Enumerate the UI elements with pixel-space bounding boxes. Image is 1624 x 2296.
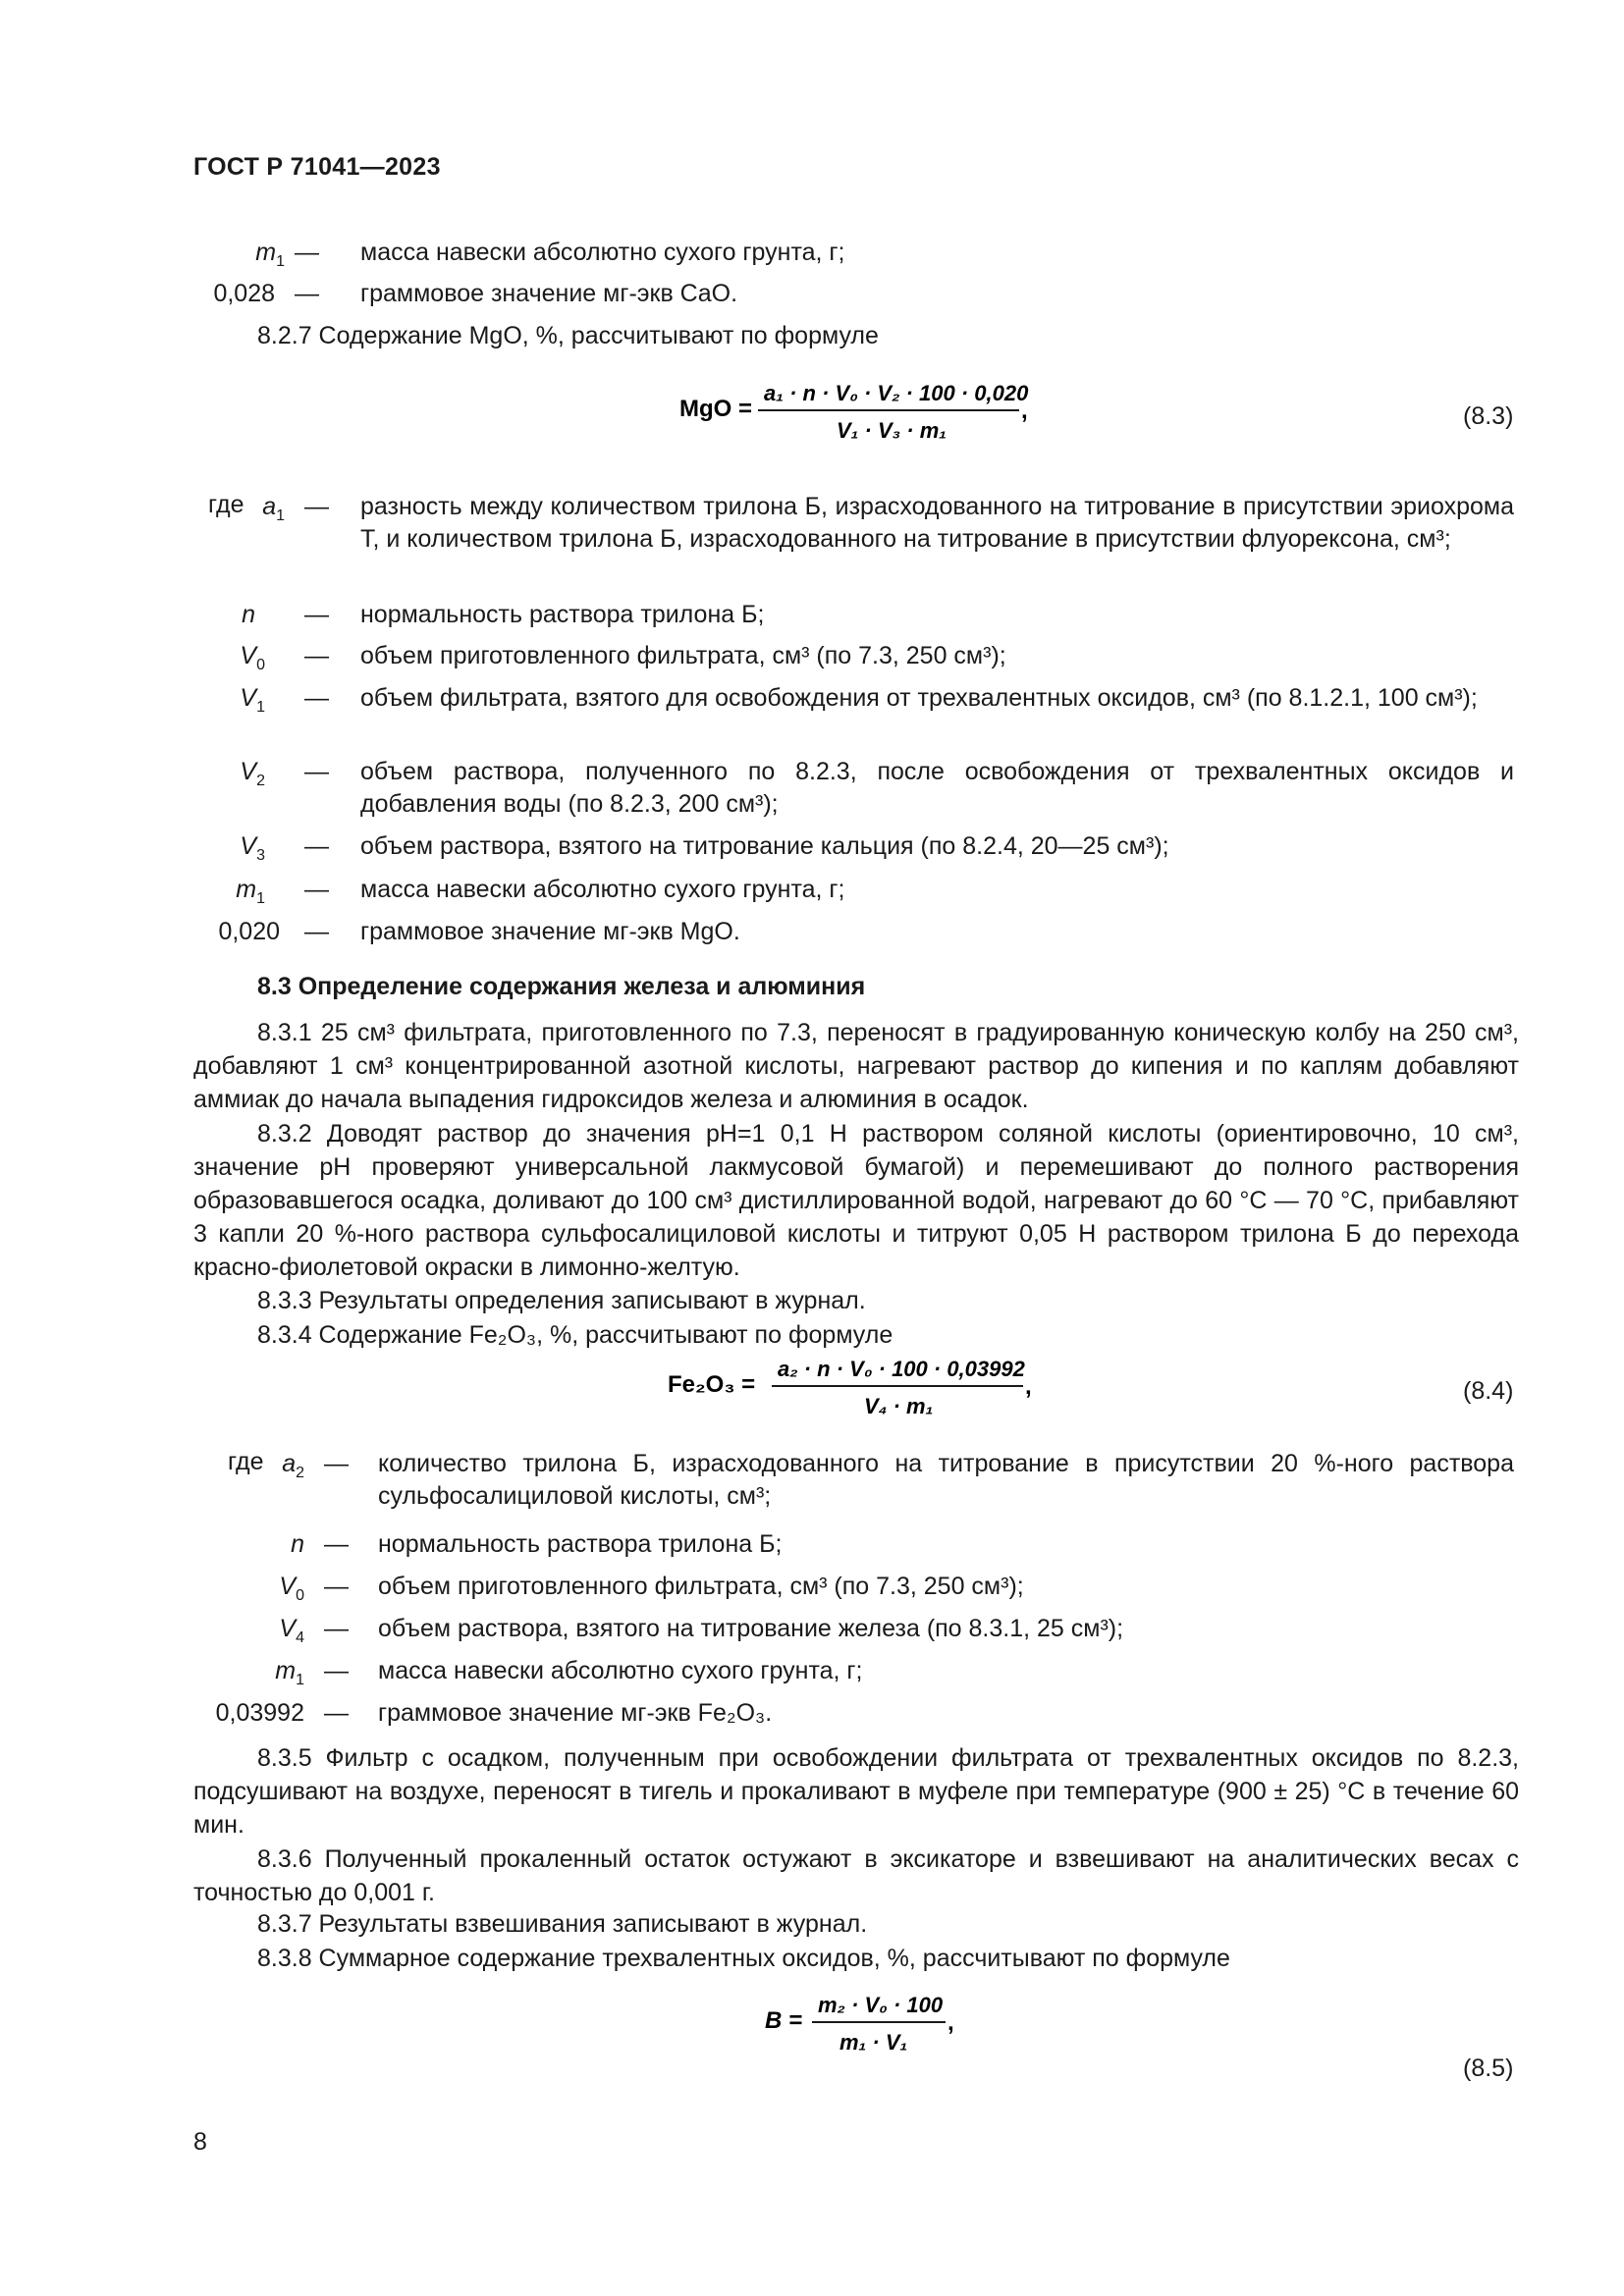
paragraph-8-3-8: 8.3.8 Суммарное содержание трехвалентных оксидов, %, рассчитывают по формуле bbox=[257, 1945, 1230, 1972]
definition-row bbox=[0, 1697, 1624, 1731]
formula-denominator: m₁ · V₁ bbox=[839, 2030, 908, 2055]
definition-text: объем фильтрата, взятого для освобождения от трехвалентных оксидов, см³ (по 8.1.2.1, 100 см³); bbox=[360, 684, 1478, 712]
definition-row bbox=[0, 1448, 1624, 1515]
definition-text: разность между количеством трилона Б, израсходованного на титрование в присутствии эриохрома Т, и количеством трилона Б, израсходованного на титрование в присутствии флуорексона, см³; bbox=[360, 493, 1514, 553]
definition-row bbox=[0, 756, 1624, 823]
where-word: где bbox=[208, 491, 244, 518]
definition-row bbox=[0, 1571, 1624, 1604]
definition-symbol: $m_1$ bbox=[236, 876, 265, 907]
definition-text: граммовое значение мг-экв Fe₂O₃. bbox=[378, 1699, 773, 1727]
definition-row bbox=[0, 916, 1624, 949]
definition-dash: — bbox=[304, 601, 329, 628]
formula-8-4 bbox=[668, 1351, 1060, 1429]
formula-8-3 bbox=[677, 375, 1070, 454]
definition-row bbox=[0, 830, 1624, 864]
formula-number: (8.5) bbox=[1463, 2055, 1514, 2082]
definition-symbol: 0,028 bbox=[213, 280, 275, 307]
formula-8-5-svg bbox=[761, 1983, 987, 2061]
definition-dash: — bbox=[295, 280, 319, 307]
formula-8-4-svg bbox=[668, 1351, 1060, 1429]
definition-symbol: $V_2$ bbox=[240, 758, 265, 789]
definition-text: масса навески абсолютно сухого грунта, г; bbox=[360, 239, 845, 266]
definition-text: граммовое значение мг-экв CaO. bbox=[360, 280, 738, 307]
formula-8-5 bbox=[761, 1983, 987, 2061]
definition-symbol: 0,020 bbox=[218, 918, 280, 945]
formula-tail: , bbox=[947, 2009, 954, 2036]
definition-text: нормальность раствора трилона Б; bbox=[360, 601, 765, 628]
definition-text: количество трилона Б, израсходованного на титрование в присутствии 20 %-ного раствора сульфосалициловой кислоты, см³; bbox=[378, 1450, 1514, 1510]
formula-denominator: V₁ · V₃ · m₁ bbox=[837, 418, 947, 443]
definition-dash: — bbox=[304, 832, 329, 860]
formula-tail: , bbox=[1021, 398, 1028, 424]
formula-denominator: V₄ · m₁ bbox=[864, 1394, 934, 1418]
definition-dash: — bbox=[324, 1573, 349, 1600]
formula-lhs: MgO = bbox=[679, 396, 753, 422]
definition-symbol: $m_1$ bbox=[275, 1657, 304, 1688]
definition-text: масса навески абсолютно сухого грунта, г; bbox=[378, 1657, 863, 1684]
paragraph-8-3-2 bbox=[193, 1117, 1519, 1284]
definition-text: объем раствора, взятого на титрование кальция (по 8.2.4, 20—25 см³); bbox=[360, 832, 1169, 860]
definition-row bbox=[0, 237, 1624, 270]
definition-dash: — bbox=[304, 918, 329, 945]
definition-symbol: $a_2$ bbox=[282, 1450, 304, 1481]
formula-number: (8.3) bbox=[1463, 402, 1514, 430]
paragraph-8-3-4: 8.3.4 Содержание Fe₂O₃, %, рассчитывают по формуле bbox=[257, 1321, 893, 1349]
definition-dash: — bbox=[304, 876, 329, 903]
definition-symbol: $V_0$ bbox=[240, 642, 265, 673]
definition-symbol: $V_4$ bbox=[279, 1615, 304, 1646]
paragraph-8-3-7: 8.3.7 Результаты взвешивания записывают в журнал. bbox=[257, 1910, 868, 1938]
formula-lhs: B = bbox=[765, 2007, 803, 2034]
definition-dash: — bbox=[304, 758, 329, 785]
definition-row bbox=[0, 599, 1624, 632]
definition-dash: — bbox=[304, 493, 329, 520]
definition-dash: — bbox=[304, 642, 329, 669]
paragraph-8-3-5 bbox=[193, 1741, 1519, 1842]
paragraph-8-3-3: 8.3.3 Результаты определения записывают в журнал. bbox=[257, 1287, 866, 1314]
definition-text: объем приготовленного фильтрата, см³ (по 7.3, 250 см³); bbox=[378, 1573, 1024, 1600]
definition-symbol: $V_1$ bbox=[240, 684, 265, 716]
page-number: 8 bbox=[193, 2128, 207, 2156]
paragraph-text: 8.3.2 Доводят раствор до значения рН=1 0,1 Н раствором соляной кислоты (ориентировочно, 10 см³, значение рН проверяют универсальной лакмусовой бумагой) и перемешивают до полного растворения образовавшегося осадка, доливают до 100 см³ дистиллированной водой, нагревают до 60 °C — 70 °C, прибавляют 3 капли 20 %-ного раствора сульфосалициловой кислоты и титруют 0,05 Н раствором трилона Б до перехода красно-фиолетовой окраски в лимонно-желтую. bbox=[193, 1120, 1519, 1281]
formula-8-3-svg bbox=[677, 375, 1070, 454]
formula-numerator: a₁ · n · V₀ · V₂ · 100 · 0,020 bbox=[764, 381, 1029, 405]
definition-symbol: 0,03992 bbox=[215, 1699, 304, 1727]
definition-row bbox=[0, 640, 1624, 673]
definition-dash: — bbox=[324, 1615, 349, 1642]
definition-text: масса навески абсолютно сухого грунта, г; bbox=[360, 876, 845, 903]
definition-row bbox=[0, 1613, 1624, 1646]
definition-row bbox=[0, 874, 1624, 907]
definition-symbol: $m_1$ bbox=[255, 239, 285, 270]
definition-dash: — bbox=[324, 1657, 349, 1684]
where-word: где bbox=[228, 1448, 264, 1475]
definition-dash: — bbox=[324, 1530, 349, 1558]
paragraph-8-3-6 bbox=[193, 1842, 1519, 1909]
definition-row bbox=[0, 1655, 1624, 1688]
paragraph-text: 8.3.6 Полученный прокаленный остаток остужают в эксикаторе и взвешивают на аналитических весах с точностью до 0,001 г. bbox=[193, 1845, 1519, 1906]
definition-symbol: n bbox=[242, 601, 255, 628]
definition-text: граммовое значение мг-экв MgO. bbox=[360, 918, 740, 945]
paragraph-text: 8.3.5 Фильтр с осадком, полученным при освобождении фильтрата от трехвалентных оксидов по 8.2.3, подсушивают на воздухе, переносят в тигель и прокаливают в муфеле при температуре (900 ± 25) °C в течение 60 мин. bbox=[193, 1744, 1519, 1839]
formula-number: (8.4) bbox=[1463, 1377, 1514, 1405]
definition-dash: — bbox=[324, 1450, 349, 1477]
definition-symbol: $a_1$ bbox=[262, 493, 285, 524]
definition-symbol: $V_0$ bbox=[279, 1573, 304, 1604]
paragraph-8-2-7: 8.2.7 Содержание MgO, %, рассчитывают по формуле bbox=[257, 322, 879, 349]
formula-lhs: Fe₂O₃ = bbox=[668, 1371, 756, 1398]
definition-dash: — bbox=[304, 684, 329, 712]
definition-text: объем раствора, полученного по 8.2.3, после освобождения от трехвалентных оксидов и добавления воды (по 8.2.3, 200 см³); bbox=[360, 758, 1514, 818]
definition-dash: — bbox=[295, 239, 319, 266]
section-heading: 8.3 Определение содержания железа и алюминия bbox=[257, 973, 866, 1000]
definition-symbol: n bbox=[291, 1530, 304, 1558]
definition-text: объем приготовленного фильтрата, см³ (по 7.3, 250 см³); bbox=[360, 642, 1006, 669]
document-header: ГОСТ Р 71041—2023 bbox=[193, 153, 441, 181]
definition-text: объем раствора, взятого на титрование железа (по 8.3.1, 25 см³); bbox=[378, 1615, 1124, 1642]
definition-symbol: $V_3$ bbox=[240, 832, 265, 864]
formula-numerator: m₂ · V₀ · 100 bbox=[818, 1993, 944, 2017]
formula-numerator: a₂ · n · V₀ · 100 · 0,03992 bbox=[778, 1357, 1025, 1381]
definition-row bbox=[0, 278, 1624, 311]
definition-row bbox=[0, 682, 1624, 749]
definition-text: нормальность раствора трилона Б; bbox=[378, 1530, 783, 1558]
paragraph-8-3-1 bbox=[193, 1016, 1519, 1116]
formula-tail: , bbox=[1025, 1373, 1032, 1400]
definition-row bbox=[0, 1528, 1624, 1562]
paragraph-text: 8.3.1 25 см³ фильтрата, приготовленного по 7.3, переносят в градуированную коническую колбу на 250 см³, добавляют 1 см³ концентрированной азотной кислоты, нагревают раствор до кипения и по каплям добавляют аммиак до начала выпадения гидроксидов железа и алюминия в осадок. bbox=[193, 1019, 1519, 1113]
definition-row bbox=[0, 491, 1624, 589]
definition-dash: — bbox=[324, 1699, 349, 1727]
